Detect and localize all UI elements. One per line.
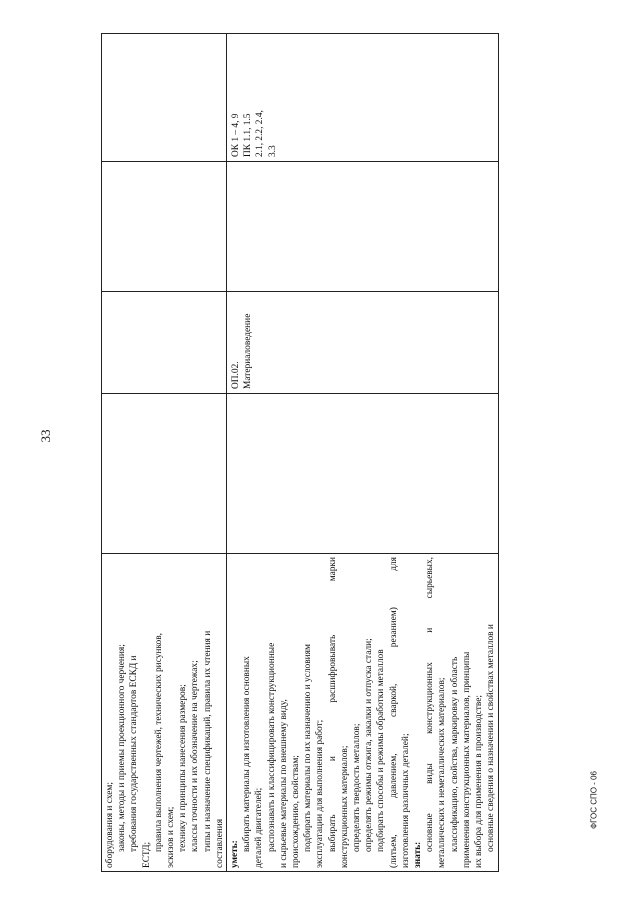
competency-line: 2.1, 2.2, 2.4, [255,110,266,157]
requirement-line: классы точности и их обозначение на чертежах; [190,660,201,852]
requirement-line: (литьем, давлением, сваркой, резанием) для [388,557,399,868]
requirement-line: их выбора для применения в производстве; [474,694,485,868]
requirement-line: и сырьевые материалы по внешнему виду, [278,699,289,868]
requirement-line: основные сведения о назначении и свойствах металлов и [486,624,497,852]
requirement-line: изготовления различных деталей; [400,733,411,868]
requirements-cell [227,554,498,872]
table-row [102,34,227,872]
competency-line: 3.3 [267,145,278,157]
requirement-line: происхождению, свойствам; [291,755,302,868]
requirement-line: требования государственных стандартов ЕСКД и [129,655,140,852]
footer-label: ФГОС СПО - 06 [589,771,599,829]
competencies-cell [227,34,498,162]
requirement-line: подбирать способы и режимы обработки металлов [376,649,387,852]
requirement-line: деталей двигателей; [254,787,265,868]
requirement-line: выбирать и расшифровывать марки [327,557,338,852]
requirement-line: типы и назначение спецификаций, правила их чтения и [202,630,213,852]
discipline-code: ОП.02. [231,361,242,389]
requirement-line: выбирать материалы для изготовления основных [242,656,253,852]
rotated-table-container [101,34,497,872]
empty-cell [102,292,227,394]
umet-label: уметь: [230,840,241,868]
requirement-line: определять режимы отжига, закалки и отпуска стали; [364,638,375,852]
requirement-line: применения конструкционных материалов, принципы [461,651,472,868]
requirement-line: металлических и неметаллических материалов; [437,677,448,868]
page-number: 33 [38,429,53,443]
requirement-line: подбирать материалы по их назначению и условиям [303,644,314,852]
competency-table [101,33,499,872]
requirement-line: классификацию, свойства, маркировку и область [449,656,460,852]
requirement-line: эксплуатации для выполнения работ; [315,719,326,868]
znat-label: знать: [413,841,424,868]
table-row [227,34,498,872]
requirement-line: составления [214,818,225,868]
requirement-line: определять твердость металлов; [352,723,363,852]
empty-cell [227,162,498,292]
requirement-line: технику и принципы нанесения размеров; [178,684,189,852]
requirement-line: эскизов и схем; [166,806,177,868]
empty-cell [102,162,227,292]
empty-cell [102,34,227,162]
requirement-line: распознавать и классифицировать конструкционные [266,642,277,852]
empty-cell [102,394,227,554]
discipline-name: Материаловедение [243,313,254,389]
requirement-line: ЕСТД; [141,841,152,868]
requirements-cell [102,554,227,872]
requirement-line: оборудования и схем; [105,782,115,868]
requirement-line: основные виды конструкционных и сырьевых, [425,557,436,852]
discipline-cell [227,292,498,394]
empty-cell [227,394,498,554]
competency-line: ОК 1 – 4, 9 [231,113,242,157]
requirement-line: правила выполнения чертежей, технических рисунков, [153,633,164,852]
competency-line: ПК 1.1, 1.5 [243,113,254,157]
requirement-line: законы, методы и приемы проекционного черчения; [117,644,128,852]
requirement-line: конструкционных материалов; [339,745,350,868]
